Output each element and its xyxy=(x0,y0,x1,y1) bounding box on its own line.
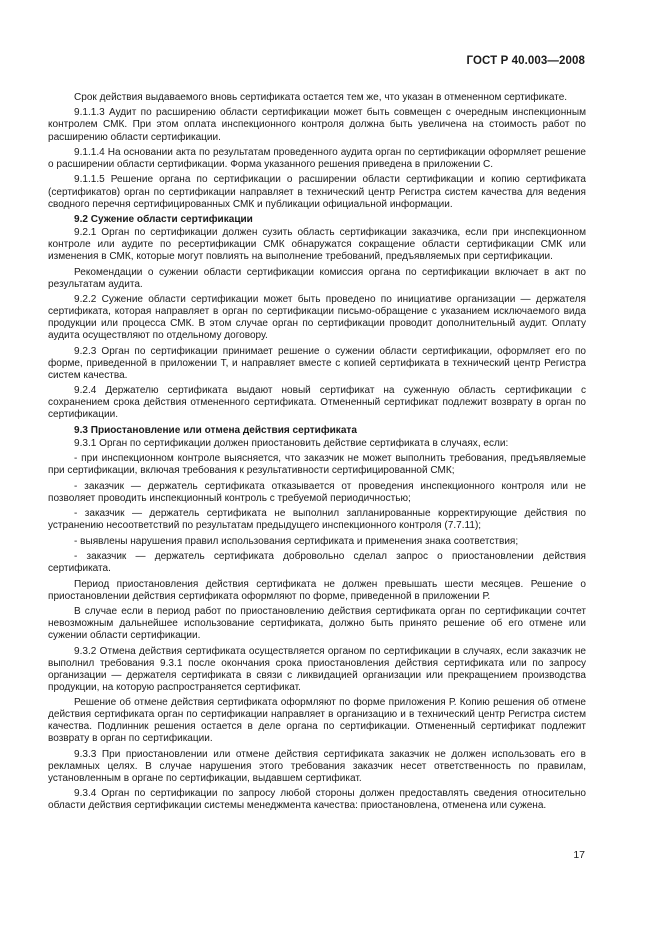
section-heading: 9.2 Сужение области сертификации xyxy=(74,213,253,225)
paragraph: 9.1.1.5 Решение органа по сертификации о расширении области сертификации и копию сертификата (сертификатов) орган по сертификации направляет в технический центр Регистра систем качества для ведения сводного перечня сертифицированных СМК и публикации официальной информации. xyxy=(48,174,586,210)
list-item: - при инспекционном контроле выясняется, что заказчик не может выполнить требования, предъявляемые при сертификации, включая требования к результативности сертифицированной СМК; xyxy=(48,453,586,477)
paragraph: Период приостановления действия сертификата не должен превышать шести месяцев. Решение о приостановлении действия сертификата оформляют по форме, приведенной в приложении Р. xyxy=(48,578,586,602)
paragraph: 9.2.3 Орган по сертификации принимает решение о сужении области сертификации, оформляет его по форме, приведенной в приложении Т, и направляет вместе с копией сертификата в технический центр Регистра систем качества. xyxy=(48,345,586,381)
paragraph: 9.3.1 Орган по сертификации должен приостановить действие сертификата в случаях, если: xyxy=(74,437,509,449)
paragraph: Срок действия выдаваемого вновь сертификата остается тем же, что указан в отмененном сертификате. xyxy=(74,92,568,103)
section-heading: 9.3 Приостановление или отмена действия сертификата xyxy=(74,424,357,436)
document-header: ГОСТ Р 40.003—2008 xyxy=(466,55,585,67)
list-item: - заказчик — держатель сертификата отказывается от проведения инспекционного контроля или не позволяет проводить инспекционный контроль с требуемой периодичностью; xyxy=(48,480,586,504)
paragraph: 9.2.2 Сужение области сертификации может быть проведено по инициативе организации — держателя сертификата, которая направляет в орган по сертификации письмо-обращение с указанием исключаемого вида продукции или процесса СМК. В этом случае орган по сертификации проводит дополнительный аудит. Оплату аудита осуществляют по отдельному договору. xyxy=(48,294,586,342)
paragraph: 9.3.2 Отмена действия сертификата осуществляется органом по сертификации в случаях, если заказчик не выполнил требования 9.3.1 после окончания срока приостановления действия сертификата или по запросу организации — держателя сертификата в связи с ликвидацией организации или прекращением производства продукции, на которую распространяется сертификат. xyxy=(48,645,586,693)
paragraph: 9.3.3 При приостановлении или отмене действия сертификата заказчик не должен использовать его в рекламных целях. В случае нарушения этого требования заказчик несет ответственность по правилам, установленным в органе по сертификации, выдавшем сертификат. xyxy=(48,748,586,784)
paragraph: Рекомендации о сужении области сертификации комиссия органа по сертификации включает в акт по результатам аудита. xyxy=(48,266,586,290)
paragraph: 9.1.1.3 Аудит по расширению области сертификации может быть совмещен с очередным инспекционным контролем СМК. При этом оплата инспекционного контроля должна быть увеличена на стоимость работ по расширению области сертификации. xyxy=(48,107,586,143)
paragraph: 9.1.1.4 На основании акта по результатам проведенного аудита орган по сертификации оформляет решение о расширении области сертификации. Форма указанного решения приведена в приложении С. xyxy=(48,146,586,171)
paragraph: 9.2.1 Орган по сертификации должен сузить область сертификации заказчика, если при инспекционном контроле или аудите по ресертификации СМК обнаружатся сокращение области сертификации СМК или изменения в СМК, которые могут повлиять на выполнение требований, предъявляемых при сертификации. xyxy=(48,227,586,263)
paragraph: В случае если в период работ по приостановлению действия сертификата орган по сертификации сочтет невозможным дальнейшее использование сертификата, должно быть принято решение об его отмене или сужении области сертификации. xyxy=(48,606,586,642)
paragraph: 9.3.4 Орган по сертификации по запросу любой стороны должен предоставлять сведения относительно области действия сертификации системы менеджмента качества: приостановлена, отменена или сужена. xyxy=(48,788,586,812)
list-item: - заказчик — держатель сертификата добровольно сделал запрос о приостановлении действия сертификата. xyxy=(48,551,586,575)
paragraph: 9.2.4 Держателю сертификата выдают новый сертификат на суженную область сертификации с сохранением срока действия отмененного сертификата. Отмененный сертификат подлежит возврату в орган по сертификации. xyxy=(48,385,586,421)
page-number: 17 xyxy=(573,849,585,861)
paragraph: Решение об отмене действия сертификата оформляют по форме приложения Р. Копию решения об отмене действия сертификата орган по сертификации направляет в организацию и в технический центр Регистра систем качества. Подлинник решения остается в деле органа по сертификации. Отмененный сертификат подлежит возврату в орган по сертификации. xyxy=(48,697,586,745)
document-body xyxy=(48,92,586,816)
list-item: - выявлены нарушения правил использования сертификата и применения знака соответствия; xyxy=(74,535,519,547)
list-item: - заказчик — держатель сертификата не выполнил запланированные корректирующие действия по устранению несоответствий по результатам предыдущего инспекционного контроля (7.7.11); xyxy=(48,508,586,532)
